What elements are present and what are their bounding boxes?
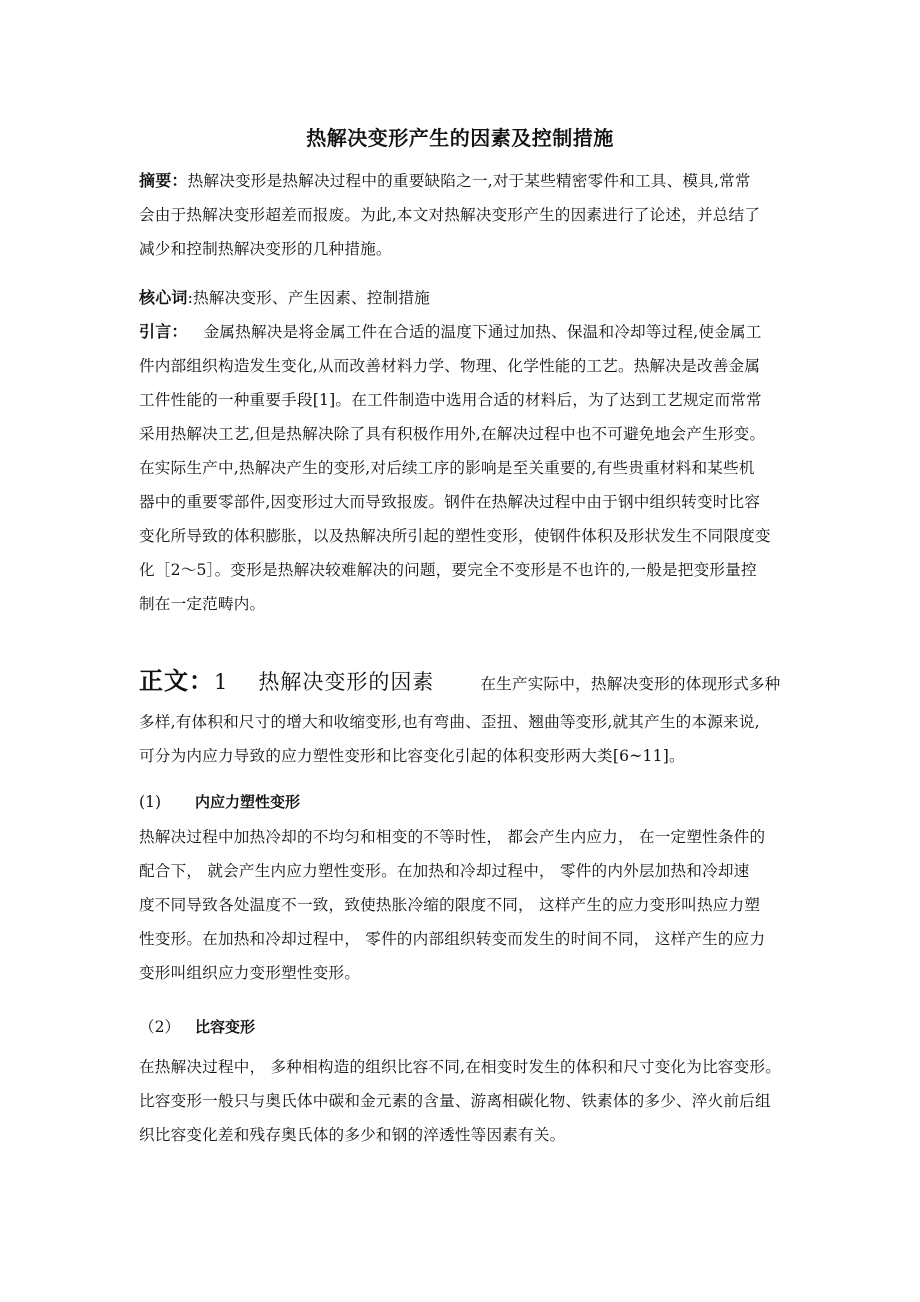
intro-line xyxy=(139,315,794,349)
subsection-1-body xyxy=(139,820,794,990)
paragraph-line: 性变形。在加热和冷却过程中， 零件的内部组织转变而发生的时间不同， 这样产生的应力 xyxy=(139,930,766,948)
section-title: 热解决变形的因素 xyxy=(258,670,435,694)
intro-line: 化［2～5］。变形是热解决较难解决的问题，要完全不变形是不也许的,一般是把变形量控 xyxy=(139,561,757,579)
intro-line: 采用热解决工艺,但是热解决除了具有积极作用外,在解决过程中也不可避免地会产生形变。 xyxy=(139,425,766,443)
intro-line: 在实际生产中,热解决产生的变形,对后续工序的影响是至关重要的,有些贵重材料和某些机 xyxy=(139,459,755,477)
body-section xyxy=(139,660,794,773)
subsection-number: (1) xyxy=(139,793,162,811)
body-text: 在生产实际中，热解决变形的体现形式多种 xyxy=(480,675,781,693)
body-label: 正文： xyxy=(139,667,214,695)
subsection-heading-2 xyxy=(139,1012,255,1042)
intro-line: 变化所导致的体积膨胀，以及热解决所引起的塑性变形，使钢件体积及形状发生不同限度变 xyxy=(139,527,771,545)
abstract-line xyxy=(139,164,794,198)
paragraph-line: 变形叫组织应力变形塑性变形。 xyxy=(139,964,361,982)
intro-label: 引言： xyxy=(139,322,188,341)
body-line: 多样,有体积和尺寸的增大和收缩变形,也有弯曲、歪扭、翘曲等变形,就其产生的本源来说, xyxy=(139,713,760,731)
abstract-line: 会由于热解决变形超差而报废。为此,本文对热解决变形产生的因素进行了论述，并总结了 xyxy=(139,206,761,224)
keywords-section xyxy=(139,281,794,315)
page-title: 热解决变形产生的因素及控制措施 xyxy=(306,126,614,150)
paragraph-line: 度不同导致各处温度不一致，致使热胀冷缩的限度不同， 这样产生的应力变形叫热应力塑 xyxy=(139,896,761,914)
paragraph-line: 织比容变化差和残存奥氏体的多少和钢的淬透性等因素有关。 xyxy=(139,1126,566,1144)
body-heading-line xyxy=(139,660,794,705)
abstract-section xyxy=(139,164,794,266)
subsection-title: 比容变形 xyxy=(195,1018,256,1036)
paragraph-line: 在热解决过程中， 多种相构造的组织比容不同,在相变时发生的体积和尺寸变化为比容变形。 xyxy=(139,1058,782,1076)
keywords-label: 核心词 xyxy=(139,288,188,307)
intro-text: 金属热解决是将金属工件在合适的温度下通过加热、保温和冷却等过程,使金属工 xyxy=(203,323,762,341)
subsection-heading-1 xyxy=(139,787,300,817)
abstract-text: 热解决变形是热解决过程中的重要缺陷之一,对于某些精密零件和工具、模具,常常 xyxy=(187,172,751,190)
paragraph-line: 比容变形一般只与奥氏体中碳和金元素的含量、游离相碳化物、铁素体的多少、淬火前后组 xyxy=(139,1092,771,1110)
keywords-line xyxy=(139,281,794,315)
intro-line: 器中的重要零部件,因变形过大而导致报废。钢件在热解决过程中由于钢中组织转变时比容 xyxy=(139,493,761,511)
abstract-line: 减少和控制热解决变形的几种措施。 xyxy=(139,240,392,258)
paragraph-line: 热解决过程中加热冷却的不均匀和相变的不等时性， 都会产生内应力， 在一定塑性条件的 xyxy=(139,828,766,846)
intro-section xyxy=(139,315,794,621)
paragraph-line: 配合下， 就会产生内应力塑性变形。在加热和冷却过程中， 零件的内外层加热和冷却速 xyxy=(139,862,750,880)
section-number: 1 xyxy=(214,670,229,694)
intro-line: 工件性能的一种重要手段[1]。在工件制造中选用合适的材料后，为了达到工艺规定而常常 xyxy=(139,391,762,409)
body-line: 可分为内应力导致的应力塑性变形和比容变化引起的体积变形两大类[6~11]。 xyxy=(139,747,685,765)
abstract-label: 摘要： xyxy=(139,171,188,190)
keywords-text: :热解决变形、产生因素、控制措施 xyxy=(187,289,430,307)
intro-line: 制在一定范畴内。 xyxy=(139,595,266,613)
subsection-2-body xyxy=(139,1050,794,1152)
subsection-number: （2） xyxy=(139,1018,181,1036)
intro-line: 件内部组织构造发生变化,从而改善材料力学、物理、化学性能的工艺。热解决是改善金属 xyxy=(139,357,761,375)
subsection-title: 内应力塑性变形 xyxy=(195,793,301,811)
